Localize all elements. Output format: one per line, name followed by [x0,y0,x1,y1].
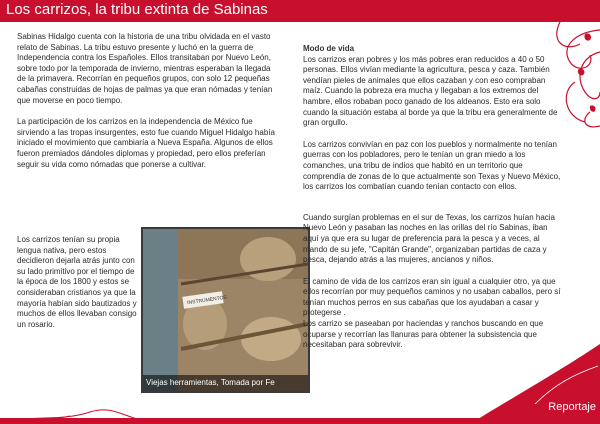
left-narrow-column [17,227,137,338]
page-title: Los carrizos, la tribu extinta de Sabinas [6,1,268,18]
title-bar [0,0,600,22]
right-paragraph-1: Los carrizos eran pobres y los más pobres eran reducidos a 40 o 50 personas. Ellos vivían mediante la agricultura, pesca y caza. También vendían pieles de animales que ellos cazaban y con eso compraban maíz. Cuando la pobreza era mucha y llegaban a los extremos del hambre, ellos robaban poco ganado de los aldeanos. Esto era solo cuando la situación estaba al borde ya que la tribu era generalmente de gran orgullo. [303,54,558,128]
subheading-modo-de-vida: Modo de vida [303,44,355,53]
right-paragraph-5: Los carrizo se paseaban por haciendas y ranchos buscando en que ocuparse y recorrían las llanuras para obtener la subsistencia que necesitaban para sobrevivir. [303,319,544,350]
photo-caption: Viejas herramientas, Tomada por Fe [146,378,275,387]
left-paragraph-3: Los carrizos tenían su propia lengua nativa, pero estos decidieron dejarla atrás junto con su lado primitivo por el tiempo de la época de los 1800 y estos se consideraban cristianos ya que la mayoría habían sido bautizados y muchos de ellos llevaban consigo un rosario. [17,235,137,329]
right-column [303,44,563,351]
right-paragraph-4: El camino de vida de los carrizos eran sin igual a cualquier otro, ya que ellos recorrían por muy pequeños caminos y no usaban caballos, pero sí tenían muchos perros en sus cabañas que los ayudaban a casar y protegerse . [303,276,561,318]
right-paragraph-2: Los carrizos convivían en paz con los pueblos y normalmente no tenían guerras con los pobladores, pero le tenían un gran miedo a los comanches, una tribu de indios que habitó en un territorio que comprendía de zonas de lo que actualmente son Texas y Nuevo México, los carrizos los combatían cuando tenían contacto con ellos. [303,139,561,192]
left-paragraph-1: Sabinas Hidalgo cuenta con la historia de una tribu olvidada en el vasto relato de Sabinas. La tribu estuvo presente y luchó en la guerra de Independencia contra los Españoles. Ellos transitaban por Nuevo León, sobre todo por la temporada de invierno, mientras esperaban la llegada de la primavera. Recorrían en pequeños grupos, con solo 12 pequeñas cabañas construidas de hojas de palmas ya que eran nómadas y tenían que moverse en poco tiempo. [17,32,273,105]
left-paragraph-2: La participación de los carrizos en la independencia de México fue sirviendo a las tropas insurgentes, esto fue cuando Miguel Hidalgo había iniciado el movimiento que cambiaría a Nueva España. Algunos de ellos fueron premiados dándoles diplomas y propiedad, pero ellos preferían seguir su vida como nómadas que ponerse a cultivar. [17,117,275,169]
footer-ribbon [0,344,600,424]
left-column [17,32,279,170]
right-paragraph-3: Cuando surgían problemas en el sur de Texas, los carrizos huían hacia Nuevo León y pasaban las noches en las orillas del río Sabinas, iban aquí ya que era su lugar de preferencia para la pesca y a veces, al mando de su jefe, "Capitán Grande", organizaban partidas de caza y pesca, dejando atrás a las mujeres, ancianos y niños. [303,212,555,265]
photo-label-text: INSTRUMENTOS [186,294,228,307]
section-label: Reportaje [548,401,596,413]
